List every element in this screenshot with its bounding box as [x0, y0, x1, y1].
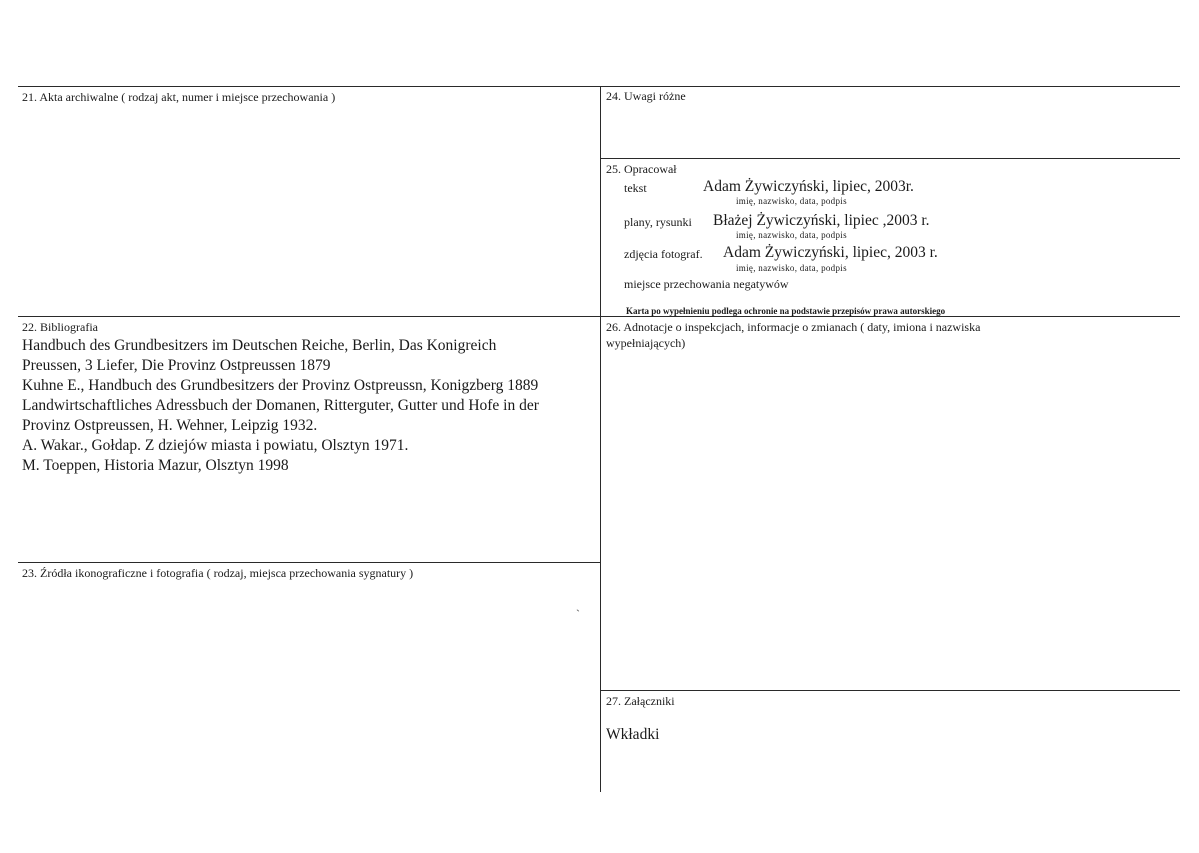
bibliography-list: [22, 336, 539, 476]
author-text-hint: imię, nazwisko, data, podpis: [736, 196, 847, 206]
bibliography-line: M. Toeppen, Historia Mazur, Olsztyn 1998: [22, 457, 289, 474]
section-26-label-line2: wypełniających): [606, 336, 686, 350]
section-25-label: 25. Opracował: [606, 162, 677, 176]
bibliography-line: Landwirtschaftliches Adressbuch der Domanen, Ritterguter, Gutter und Hofe in der: [22, 397, 539, 414]
section-22-label: 22. Bibliografia: [22, 320, 98, 334]
section-24-label: 24. Uwagi różne: [606, 89, 686, 103]
author-text-label: tekst: [624, 181, 647, 195]
author-plans-hint: imię, nazwisko, data, podpis: [736, 230, 847, 240]
rule-24-top: [600, 86, 1180, 87]
author-photo-hint: imię, nazwisko, data, podpis: [736, 263, 847, 273]
negatives-location-label: miejsce przechowania negatywów: [624, 277, 789, 291]
rule-22-top: [18, 316, 601, 317]
section-23-label: 23. Źródła ikonograficzne i fotografia ( rodzaj, miejsca przechowania sygnatury ): [22, 566, 414, 580]
section-26-label-line1: 26. Adnotacje o inspekcjach, informacje o zmianach ( daty, imiona i nazwiska: [606, 320, 981, 334]
bibliography-line: Provinz Ostpreussen, H. Wehner, Leipzig 1932.: [22, 417, 318, 434]
bibliography-line: Handbuch des Grundbesitzers im Deutschen Reiche, Berlin, Das Konigreich: [22, 337, 497, 354]
attachments-value: Wkładki: [606, 726, 660, 743]
author-photo-value: Adam Żywiczyński, lipiec, 2003 r.: [723, 244, 938, 261]
author-text-value: Adam Żywiczyński, lipiec, 2003r.: [703, 178, 914, 195]
rule-23-top: [18, 562, 601, 563]
section-21-label: 21. Akta archiwalne ( rodzaj akt, numer i miejsce przechowania ): [22, 90, 336, 104]
stray-mark: `: [576, 607, 580, 621]
author-photo-label: zdjęcia fotograf.: [624, 247, 703, 261]
author-plans-value: Błażej Żywiczyński, lipiec ,2003 r.: [713, 212, 930, 229]
bibliography-line: Kuhne E., Handbuch des Grundbesitzers der Provinz Ostpreussn, Konigzberg 1889: [22, 377, 539, 394]
section-27-label: 27. Załączniki: [606, 694, 675, 708]
copyright-notice: Karta po wypełnieniu podlega ochronie na podstawie przepisów prawa autorskiego: [626, 306, 946, 316]
bibliography-line: A. Wakar., Gołdap. Z dziejów miasta i powiatu, Olsztyn 1971.: [22, 437, 409, 454]
column-divider: [600, 86, 601, 792]
rule-26-top: [600, 316, 1180, 317]
bibliography-line: Preussen, 3 Liefer, Die Provinz Ostpreussen 1879: [22, 357, 331, 374]
rule-27-top: [600, 690, 1180, 691]
author-plans-label: plany, rysunki: [624, 215, 692, 229]
rule-21-top: [18, 86, 601, 87]
rule-25-top: [600, 158, 1180, 159]
